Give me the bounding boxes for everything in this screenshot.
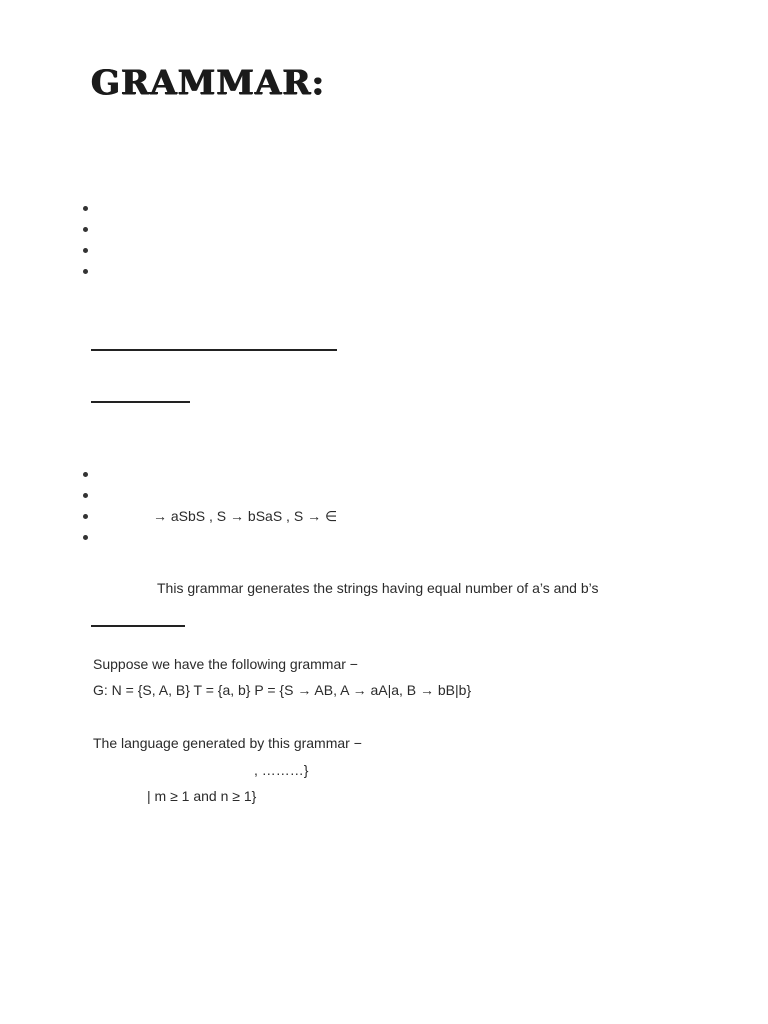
bullet-icon — [83, 472, 88, 477]
bullet-icon — [83, 227, 88, 232]
bullet-icon — [83, 248, 88, 253]
bullet-icon — [83, 493, 88, 498]
heading-underline — [91, 401, 190, 403]
bullet-icon — [83, 514, 88, 519]
language-set-tail: , ………} — [254, 762, 309, 778]
bullet-icon — [83, 206, 88, 211]
language-intro: The language generated by this grammar − — [93, 735, 362, 751]
language-condition: | m ≥ 1 and n ≥ 1} — [147, 788, 257, 804]
heading-underline — [91, 349, 337, 351]
production-rules-text: → aSbS , S → bSaS , S → ∈ — [153, 508, 338, 524]
example-intro: Suppose we have the following grammar − — [93, 656, 358, 672]
heading-underline — [91, 625, 185, 627]
bullet-icon — [83, 535, 88, 540]
page-title: GRAMMAR: — [91, 63, 326, 103]
grammar-definition: G: N = {S, A, B} T = {a, b} P = {S → AB, A → aA|a, B → bB|b} — [93, 682, 472, 698]
grammar-summary: This grammar generates the strings having equal number of a’s and b’s — [157, 580, 599, 596]
bullet-icon — [83, 269, 88, 274]
